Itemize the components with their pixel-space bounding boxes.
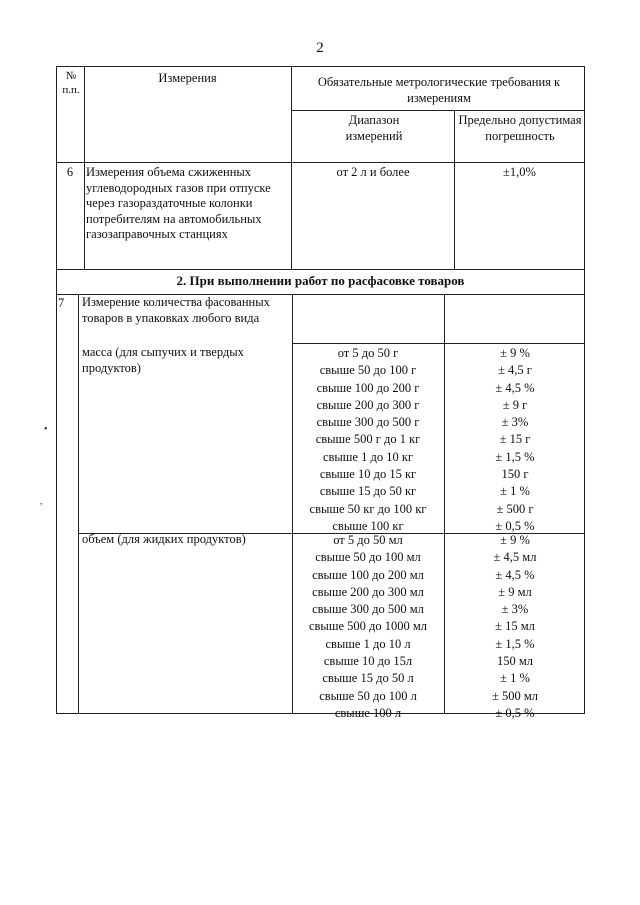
header-measurement: Измерения	[158, 71, 217, 85]
row7-subrow-rule	[292, 343, 585, 344]
page-number: 2	[316, 40, 324, 56]
header-requirements: Обязательные метрологические требования к измерениям	[317, 75, 561, 105]
mass-error-item: ± 4,5 г	[498, 363, 532, 378]
volume-error-item: ± 4,5 мл	[493, 550, 537, 565]
row6-error: ±1,0%	[503, 165, 536, 179]
mass-error-item: 150 г	[501, 467, 529, 482]
col-divider-range-row7	[444, 294, 445, 714]
section-2-title: 2. При выполнении работ по расфасовке товаров	[176, 273, 465, 288]
header-number: № п.п.	[62, 70, 80, 96]
volume-range-item: свыше 100 до 200 мл	[312, 567, 424, 582]
mass-range-item: свыше 1 до 10 кг	[322, 449, 414, 464]
row6-bottom-rule	[56, 269, 585, 270]
volume-range-item: свыше 300 до 500 мл	[312, 602, 424, 617]
requirements-table	[56, 66, 585, 720]
volume-range-item: свыше 15 до 50 л	[322, 671, 414, 686]
volume-error-item: ± 9 мл	[498, 584, 532, 599]
volume-errors-list	[446, 532, 584, 722]
scan-mark: ,	[40, 496, 43, 506]
volume-error-item: 150 мл	[496, 654, 534, 669]
table-border-top	[56, 66, 585, 67]
mass-error-item: ± 4,5 %	[495, 380, 535, 395]
mass-ranges-list	[293, 345, 443, 535]
mass-range-item: свыше 200 до 300 г	[316, 397, 420, 412]
volume-range-item: свыше 10 до 15л	[323, 654, 413, 669]
col-divider-measurement	[291, 66, 292, 269]
header-divider	[291, 110, 585, 111]
volume-range-item: свыше 100 л	[334, 705, 402, 720]
mass-error-item: ± 9 г	[502, 397, 528, 412]
row6-number: 6	[66, 165, 74, 179]
volume-range-item: свыше 500 до 1000 мл	[308, 619, 428, 634]
mass-range-item: свыше 500 г до 1 кг	[315, 432, 421, 447]
volume-error-item: ± 0,5 %	[495, 705, 535, 720]
mass-range-item: от 5 до 50 г	[337, 346, 399, 360]
mass-range-item: свыше 100 кг	[332, 518, 404, 533]
table-border-left	[56, 66, 57, 714]
col-divider-num	[84, 66, 85, 269]
row6-measurement: Измерения объема сжиженных углеводородных газов при отпуске через газораздаточные колонки потребителям на автомобильных газозаправочных станциях	[86, 165, 271, 241]
mass-range-item: свыше 300 до 500 г	[316, 415, 420, 430]
header-bottom-rule	[56, 162, 585, 163]
mass-error-item: ± 1,5 %	[495, 449, 535, 464]
volume-range-item: свыше 50 до 100 л	[319, 688, 417, 703]
volume-range-item: свыше 50 до 100 мл	[315, 550, 421, 565]
mass-error-item: ± 9 %	[500, 346, 530, 360]
volume-range-item: свыше 200 до 300 мл	[312, 584, 424, 599]
mass-range-item: свыше 50 до 100 г	[319, 363, 417, 378]
mass-error-item: ± 0,5 %	[495, 518, 535, 533]
header-range: Диапазон измерений	[345, 113, 403, 143]
mass-label: масса (для сыпучих и твердых продуктов)	[82, 345, 244, 375]
mass-error-item: ± 1 %	[500, 484, 530, 499]
volume-range-item: свыше 1 до 10 л	[325, 636, 411, 651]
mass-errors-list	[446, 345, 584, 535]
header-error: Предельно допустимая погрешность	[458, 113, 582, 143]
volume-ranges-list	[293, 532, 443, 722]
mass-range-item: свыше 10 до 15 кг	[319, 467, 417, 482]
mass-error-item: ± 500 г	[496, 501, 534, 516]
row6-range: от 2 л и более	[336, 165, 410, 179]
mass-error-item: ± 3%	[501, 415, 529, 430]
volume-error-item: ± 1,5 %	[495, 636, 535, 651]
mass-range-item: свыше 15 до 50 кг	[319, 484, 417, 499]
volume-label: объем (для жидких продуктов)	[82, 532, 246, 546]
col-divider-num-row7	[78, 294, 79, 714]
table-border-right	[584, 66, 585, 714]
col-divider-range	[454, 110, 455, 269]
mass-range-item: свыше 50 кг до 100 кг	[309, 501, 427, 516]
volume-range-item: от 5 до 50 мл	[333, 533, 403, 547]
row7-measurement: Измерение количества фасованных товаров в упаковках любого вида	[82, 295, 270, 325]
volume-error-item: ± 500 мл	[491, 688, 538, 703]
row7-number: 7	[58, 296, 65, 310]
volume-error-item: ± 4,5 %	[495, 567, 535, 582]
mass-range-item: свыше 100 до 200 г	[316, 380, 420, 395]
volume-error-item: ± 15 мл	[495, 619, 535, 634]
volume-error-item: ± 9 %	[500, 533, 530, 547]
mass-error-item: ± 15 г	[499, 432, 531, 447]
scan-mark: •	[44, 424, 48, 435]
volume-error-item: ± 3%	[501, 602, 529, 617]
volume-error-item: ± 1 %	[500, 671, 530, 686]
